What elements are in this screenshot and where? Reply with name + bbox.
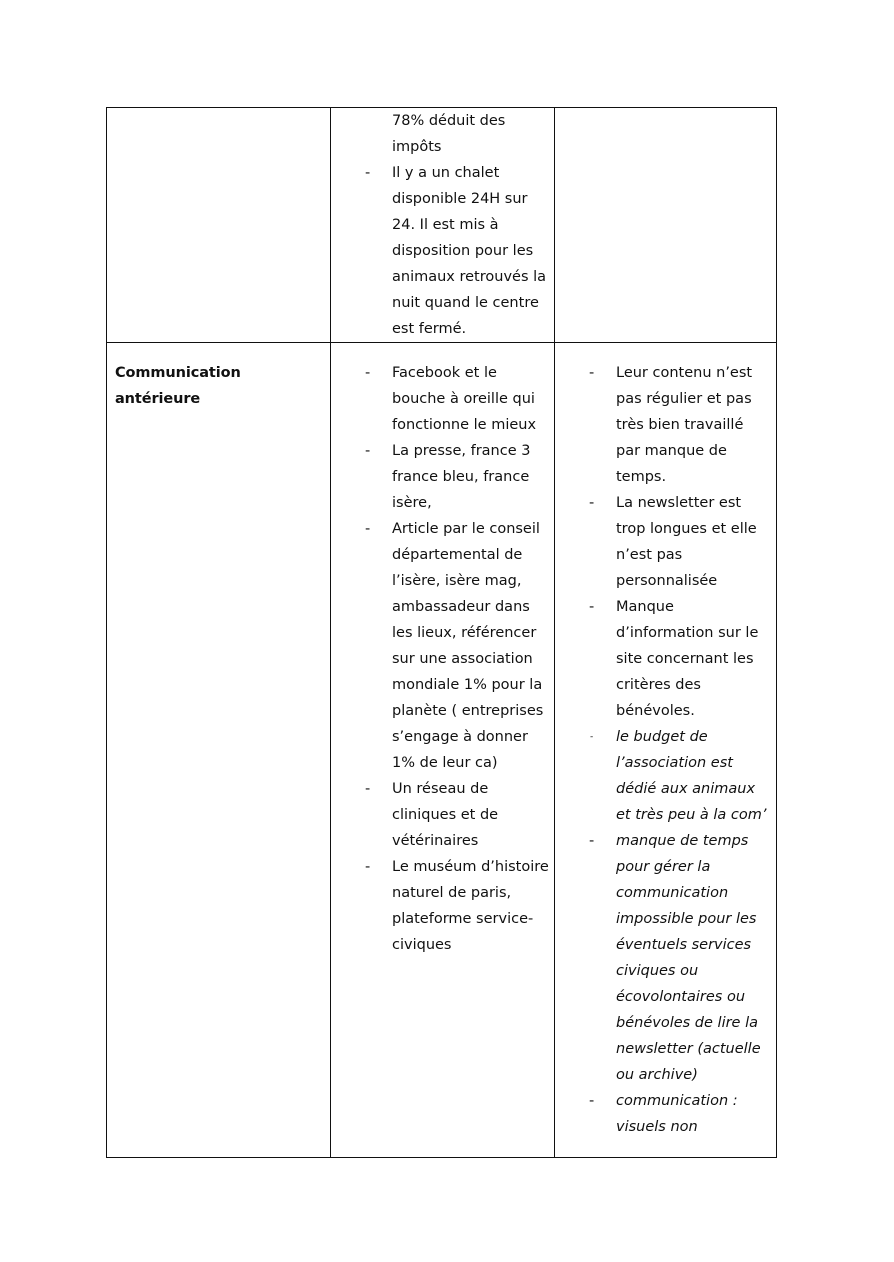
content-table [106, 107, 777, 1158]
list-item [331, 854, 554, 958]
dash-bullet: - [589, 495, 595, 511]
list-item [331, 516, 554, 776]
list-item [555, 490, 776, 594]
row-label-cell [107, 343, 331, 1158]
dash-bullet: - [589, 365, 595, 381]
list-item [331, 160, 554, 342]
list-item-text: le budget de l’association est dédié aux animaux et très peu à la com’ [616, 729, 767, 823]
table-cell [331, 108, 555, 343]
table-cell [555, 108, 777, 343]
dash-bullet: - [589, 599, 595, 615]
list-item-text: Leur contenu n’est pas régulier et pas très bien travaillé par manque de temps. [616, 365, 753, 485]
list-item-text: Facebook et le bouche à oreille qui fonctionne le mieux [392, 365, 537, 433]
list-item [331, 360, 554, 438]
list-item [555, 1088, 776, 1140]
bullet-list [555, 360, 776, 1140]
dash-bullet: - [365, 365, 371, 381]
dash-bullet: - [365, 781, 371, 797]
list-item-text: Le muséum d’histoire naturel de paris, plateforme service-civiques [392, 859, 549, 953]
list-item-text: La presse, france 3 france bleu, france isère, [392, 443, 531, 511]
dash-bullet: - [589, 1093, 595, 1109]
list-item [555, 828, 776, 1088]
list-item [555, 360, 776, 490]
list-item-text: Article par le conseil départemental de l’isère, isère mag, ambassadeur dans les lieux, référencer sur une association mondiale 1% pour la planète ( entreprises s’engage à donner 1% de leur ca) [392, 521, 544, 771]
list-item-text: Il y a un chalet disponible 24H sur 24. Il est mis à disposition pour les animaux retrouvés la nuit quand le centre est fermé. [392, 165, 547, 337]
list-item-text: Un réseau de cliniques et de vétérinaires [392, 781, 499, 849]
list-item-text: manque de temps pour gérer la communication impossible pour les éventuels services civiques ou écovolontaires ou bénévoles de lire la newsletter (actuelle ou archive) [616, 833, 761, 1083]
list-item [331, 438, 554, 516]
table-row [107, 343, 777, 1158]
list-item [555, 594, 776, 724]
table-cell [555, 343, 777, 1158]
list-item-text: 78% déduit des impôts [392, 113, 506, 155]
list-item-text: Manque d’information sur le site concernant les critères des bénévoles. [616, 599, 759, 719]
bullet-list [331, 108, 554, 342]
dash-bullet: - [365, 521, 371, 537]
dash-bullet: - [365, 443, 371, 459]
dash-bullet: - [590, 732, 594, 742]
list-item-text: La newsletter est trop longues et elle n’est pas personnalisée [616, 495, 757, 589]
dash-bullet: - [365, 165, 371, 181]
list-item [555, 724, 776, 828]
dash-bullet: - [365, 859, 371, 875]
list-item-continuation [331, 108, 554, 160]
table-cell [331, 343, 555, 1158]
list-item [331, 776, 554, 854]
bullet-list [331, 360, 554, 958]
list-item-text: communication : visuels non [616, 1093, 738, 1135]
table-row [107, 108, 777, 343]
row-label: Communication antérieure [115, 365, 241, 407]
dash-bullet: - [589, 833, 595, 849]
row-label-cell [107, 108, 331, 343]
